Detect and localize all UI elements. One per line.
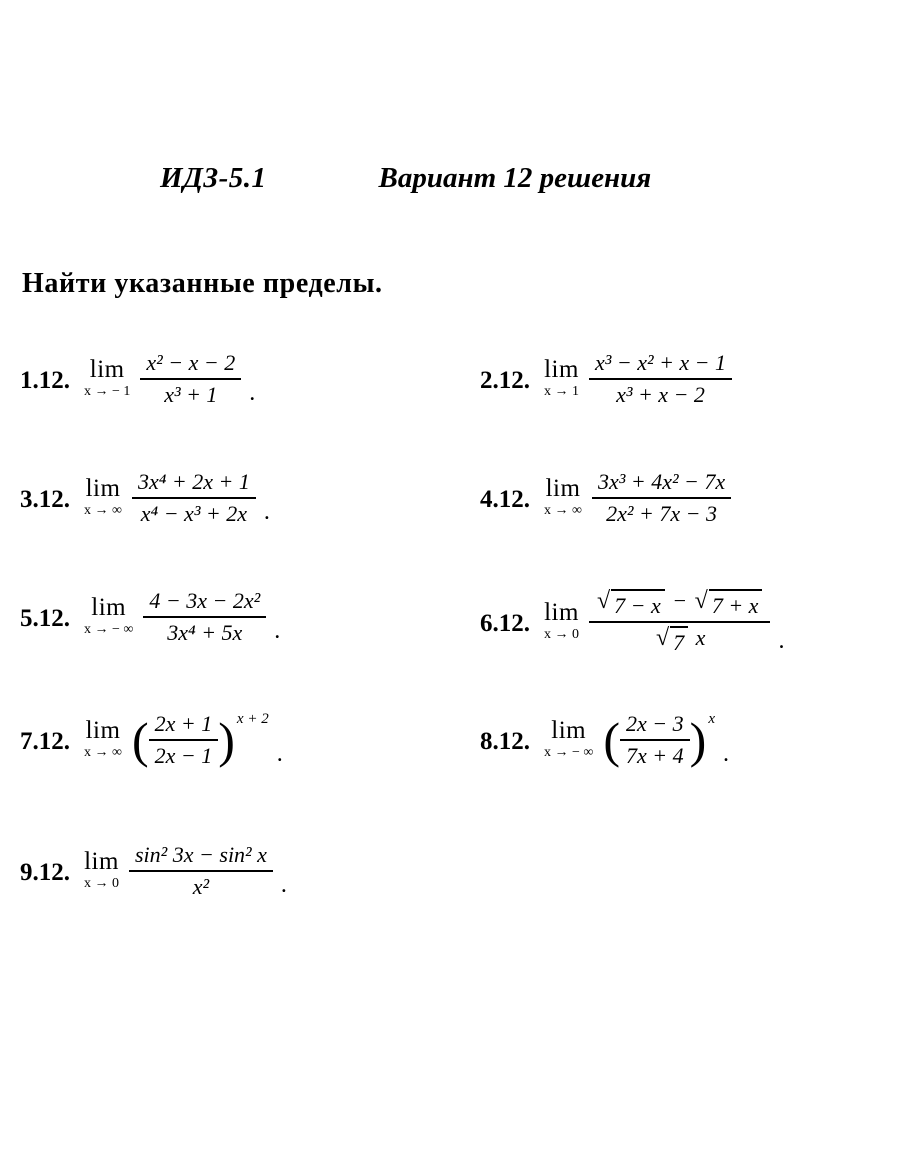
- problem-expression: [84, 467, 270, 528]
- parenthesized-fraction: [603, 709, 706, 770]
- lim-subscript: x → − ∞: [544, 745, 594, 761]
- power-group: [603, 709, 715, 770]
- fraction: [592, 467, 731, 528]
- fraction-numerator: x² − x − 2: [140, 348, 241, 380]
- trailing-punctuation: .: [263, 499, 270, 525]
- problem-expression: [84, 348, 255, 409]
- right-paren: ): [218, 711, 235, 768]
- fraction: [620, 709, 690, 770]
- problem-2-12: [470, 348, 910, 409]
- fraction-denominator: x²: [192, 873, 210, 899]
- trailing-punctuation: .: [249, 380, 256, 406]
- lim-subscript: x → ∞: [84, 745, 122, 761]
- fraction-numerator: 2x + 1: [149, 709, 219, 741]
- problem-row: [0, 840, 910, 901]
- square-root: [597, 589, 665, 620]
- problem-list: [0, 348, 910, 901]
- problem-4-12: [470, 467, 910, 528]
- fraction: [589, 586, 770, 657]
- assignment-code: ИДЗ-5.1: [160, 162, 267, 194]
- lim-subscript: x → ∞: [84, 503, 122, 519]
- problem-1-12: [0, 348, 470, 409]
- problem-expression: [84, 840, 287, 901]
- lim-subscript: x → − 1: [84, 384, 131, 400]
- fraction-numerator: 2x − 3: [620, 709, 690, 741]
- fraction-numerator: 3x³ + 4x² − 7x: [592, 467, 731, 499]
- denominator-tail: x: [695, 624, 706, 650]
- lim-word: lim: [544, 356, 579, 384]
- lim-subscript: x → 1: [544, 384, 579, 400]
- lim-word: lim: [85, 717, 121, 745]
- parenthesized-fraction: [132, 709, 235, 770]
- trailing-punctuation: .: [778, 628, 785, 654]
- problem-number: 2.12.: [480, 366, 530, 394]
- problem-8-12: [470, 709, 910, 770]
- trailing-punctuation: .: [276, 741, 283, 767]
- exponent: x + 2: [236, 711, 269, 727]
- fraction: [589, 348, 732, 409]
- lim-word: lim: [551, 717, 587, 745]
- fraction-numerator: 3x⁴ + 2x + 1: [132, 467, 256, 499]
- problem-6-12: [470, 586, 910, 657]
- lim-subscript: x → 0: [84, 876, 119, 892]
- limit-operator: [84, 718, 122, 760]
- problem-expression: [84, 709, 283, 770]
- problem-row: [0, 348, 910, 409]
- trailing-punctuation: .: [280, 872, 287, 898]
- lim-word: lim: [91, 594, 127, 622]
- fraction-denominator: x³ + 1: [164, 381, 218, 407]
- instruction-text: Найти указанные пределы.: [22, 268, 383, 299]
- problem-expression: [544, 709, 729, 770]
- left-paren: (: [603, 711, 621, 768]
- problem-number: 4.12.: [480, 485, 530, 513]
- problem-row: [0, 586, 910, 657]
- fraction-numerator: [589, 586, 770, 623]
- limit-operator: [544, 476, 582, 518]
- radical-sign: √: [656, 624, 670, 651]
- radicand: 7 − x: [611, 589, 665, 620]
- problem-number: 9.12.: [20, 858, 70, 886]
- trailing-punctuation: .: [274, 618, 281, 644]
- lim-word: lim: [89, 356, 125, 384]
- fraction-numerator: sin² 3x − sin² x: [129, 840, 273, 872]
- exponent: x: [708, 711, 715, 727]
- problem-5-12: [0, 586, 470, 647]
- problem-expression: [544, 467, 739, 528]
- numerator-operator: −: [672, 588, 688, 613]
- problem-row: [0, 467, 910, 528]
- problem-3-12: [0, 467, 470, 528]
- lim-word: lim: [545, 475, 581, 503]
- limit-operator: [84, 357, 130, 399]
- problem-number: 5.12.: [20, 604, 70, 632]
- lim-word: lim: [544, 599, 579, 627]
- lim-subscript: x → ∞: [544, 503, 582, 519]
- fraction-denominator: 2x² + 7x − 3: [606, 500, 717, 526]
- lim-subscript: x → − ∞: [84, 622, 134, 638]
- problem-number: 6.12.: [480, 609, 530, 637]
- fraction: [143, 586, 266, 647]
- power-group: [132, 709, 269, 770]
- problem-number: 8.12.: [480, 727, 530, 755]
- limit-operator: [544, 718, 593, 760]
- problem-number: 7.12.: [20, 727, 70, 755]
- lim-word: lim: [84, 848, 119, 876]
- lim-word: lim: [85, 475, 121, 503]
- radicand: 7: [670, 626, 688, 657]
- problem-number: 1.12.: [20, 366, 70, 394]
- fraction-numerator: 4 − 3x − 2x²: [143, 586, 266, 618]
- radical-sign: √: [694, 588, 708, 614]
- radical-sign: √: [597, 588, 611, 614]
- variant-title: Вариант 12 решения: [378, 162, 652, 194]
- limit-operator: [84, 476, 122, 518]
- fraction: [149, 709, 219, 770]
- lim-subscript: x → 0: [544, 627, 579, 643]
- problem-9-12: [0, 840, 470, 901]
- problem-7-12: [0, 709, 470, 770]
- limit-operator: [84, 849, 119, 891]
- fraction-denominator: 7x + 4: [626, 742, 684, 768]
- fraction: [129, 840, 273, 901]
- limit-operator: [84, 595, 133, 637]
- radicand: 7 + x: [709, 589, 763, 620]
- square-root: [656, 626, 688, 657]
- left-paren: (: [131, 711, 149, 768]
- problem-expression: [84, 586, 280, 647]
- fraction: [140, 348, 241, 409]
- right-paren: ): [689, 711, 707, 768]
- problem-expression: [544, 348, 740, 409]
- fraction-denominator: x⁴ − x³ + 2x: [140, 500, 248, 526]
- fraction-denominator: 2x − 1: [154, 742, 213, 768]
- square-root: [695, 589, 763, 620]
- page-header: [0, 162, 910, 195]
- problem-number: 3.12.: [20, 485, 70, 513]
- fraction-denominator: x³ + x − 2: [616, 381, 705, 407]
- fraction-denominator: [648, 623, 711, 658]
- trailing-punctuation: .: [723, 741, 729, 767]
- limit-operator: [544, 357, 579, 399]
- problem-row: [0, 709, 910, 770]
- fraction-numerator: x³ − x² + x − 1: [589, 348, 732, 380]
- fraction-denominator: 3x⁴ + 5x: [167, 619, 243, 645]
- limit-operator: [544, 600, 579, 642]
- problem-expression: [544, 586, 784, 657]
- fraction: [132, 467, 256, 528]
